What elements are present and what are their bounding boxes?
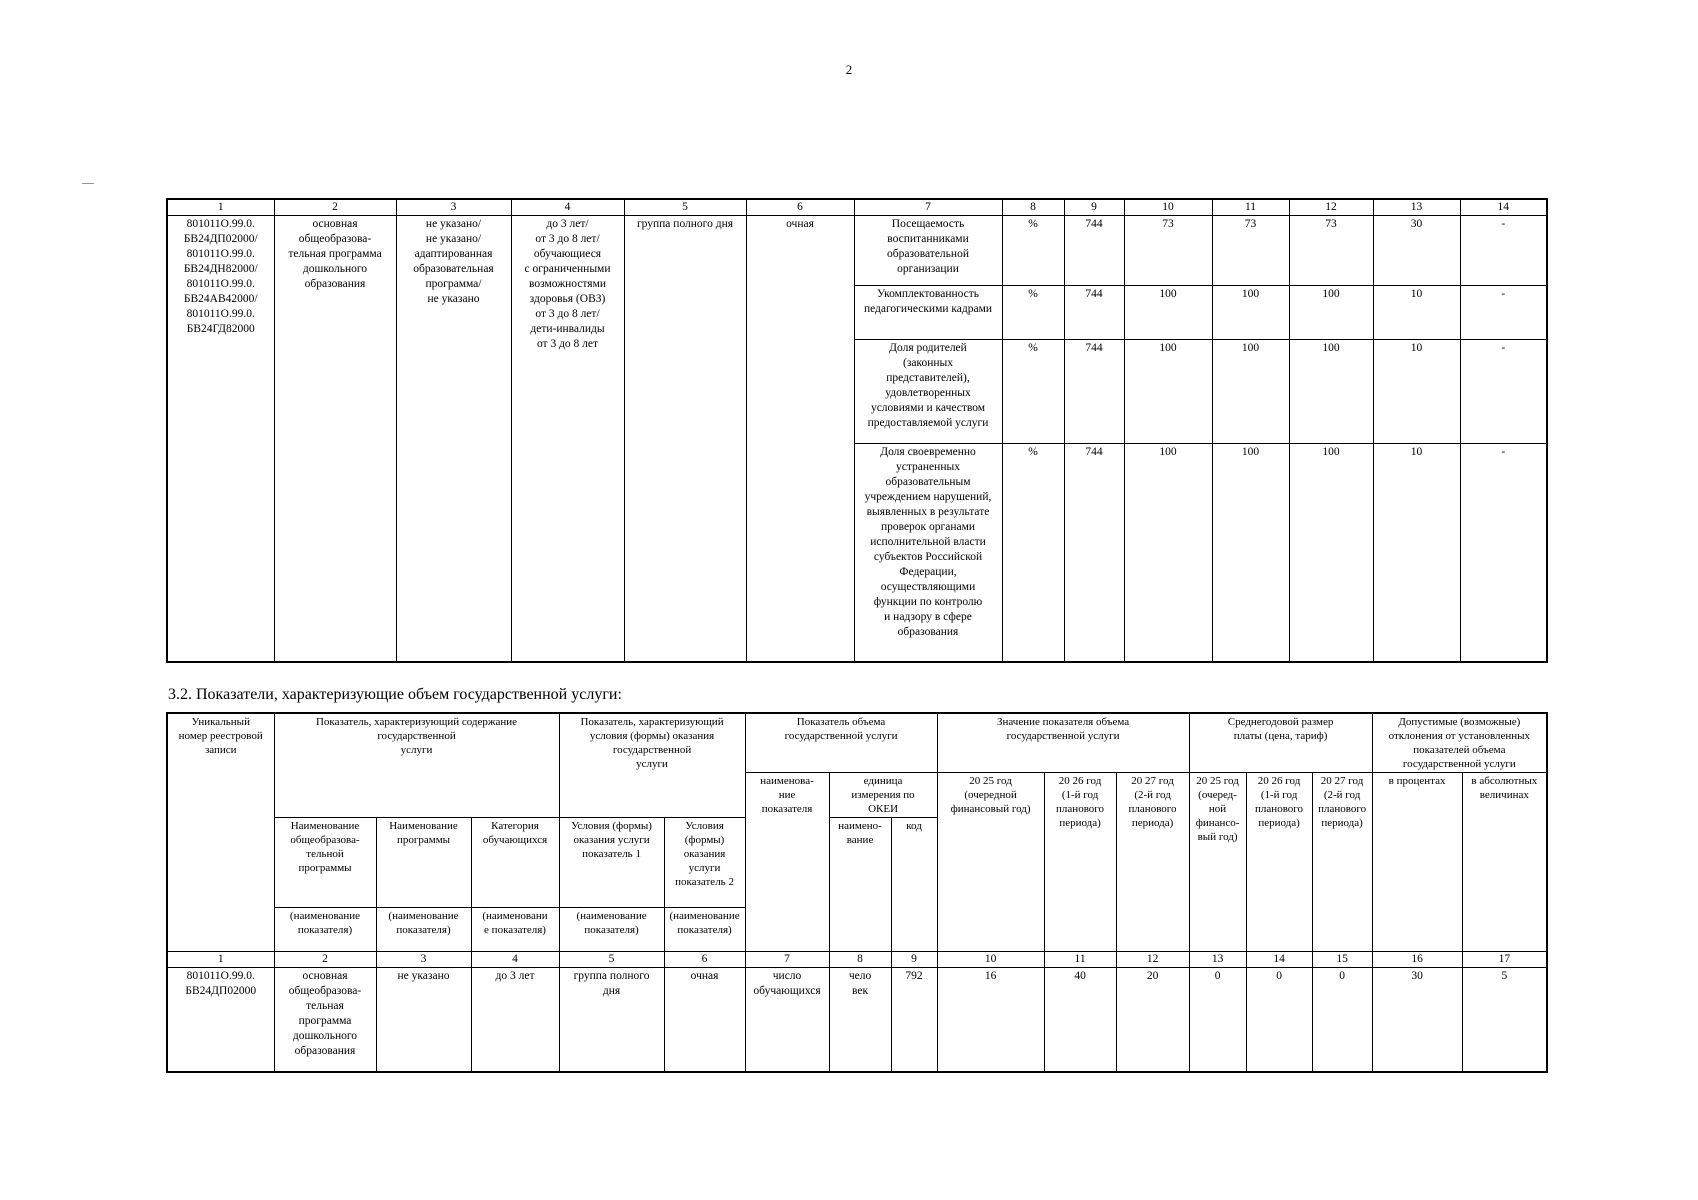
- indicator-line: исполнительной власти: [870, 536, 986, 548]
- indicator-line: функции по контролю: [873, 596, 983, 608]
- header-line: планового: [1255, 803, 1304, 815]
- deviation-percent-cell: 10: [1373, 340, 1460, 444]
- deviation-absolute-cell: -: [1460, 444, 1547, 662]
- note-line: (наименование: [576, 910, 647, 922]
- header-line: (2-й год: [1134, 789, 1171, 801]
- indicator-line: (законных: [902, 357, 953, 369]
- header-line: отклонения от установленных: [1388, 730, 1531, 742]
- indicator-name-cell: [745, 968, 829, 1072]
- column-number-cell: 14: [1246, 952, 1312, 968]
- header-line: номер реестровой: [178, 730, 263, 742]
- header-line: наименова-: [760, 775, 814, 787]
- value-2025-cell: 73: [1124, 216, 1212, 286]
- registry-line: БВ24ДП02000/: [183, 233, 258, 245]
- header-line: показателя: [761, 803, 813, 815]
- value-2026-cell: 40: [1044, 968, 1116, 1072]
- program-subheader: [274, 818, 376, 908]
- header-line: Категория: [491, 820, 539, 832]
- header-line: периода): [1321, 817, 1363, 829]
- page-number: 2: [845, 62, 853, 77]
- value-2026-header: [1044, 773, 1116, 952]
- section-title: 3.2. Показатели, характеризующие объем государственной услуги:: [168, 686, 622, 703]
- header-line: Условия (формы): [571, 820, 652, 832]
- registry-line: БВ24ДП02000: [185, 985, 257, 997]
- column-number-cell: 4: [471, 952, 559, 968]
- header-line: Условия: [685, 820, 724, 832]
- header-line: периода): [1059, 817, 1101, 829]
- note-line: (наименование: [669, 910, 740, 922]
- header-line: (очеред-: [1198, 789, 1237, 801]
- program-cell: [274, 968, 376, 1072]
- deviation-percent-cell: 10: [1373, 286, 1460, 340]
- value-2027-cell: 20: [1116, 968, 1189, 1072]
- indicator-line: осуществляющими: [880, 581, 976, 593]
- unit-cell: %: [1002, 216, 1064, 286]
- indicator-line: устраненных: [896, 461, 960, 473]
- column-number-cell: 9: [1064, 199, 1124, 216]
- condition-line: дня: [602, 985, 621, 997]
- registry-line: БВ24АВ42000/: [183, 293, 258, 305]
- scan-mark: [82, 183, 94, 184]
- value-2027-cell: 100: [1289, 286, 1373, 340]
- header-line: оказания услуги: [573, 834, 650, 846]
- header-line: периода): [1258, 817, 1300, 829]
- age-line: возможностями: [528, 278, 607, 290]
- note-line: показателя): [584, 924, 639, 936]
- indicator-line: Федерации,: [899, 566, 957, 578]
- column-number-cell: 16: [1372, 952, 1462, 968]
- condition-line: группа полного: [573, 970, 650, 982]
- indicator-line: условиями и качеством: [870, 402, 986, 414]
- header-line: 20 26 год: [1257, 775, 1301, 787]
- value-2027-cell: 73: [1289, 216, 1373, 286]
- indicator-line: Посещаемость: [891, 218, 965, 230]
- deviation-percent-cell: 10: [1373, 444, 1460, 662]
- header-line: показатель 2: [675, 876, 734, 888]
- volume-indicator-header: [745, 713, 937, 773]
- header-line: (очередной: [964, 789, 1017, 801]
- category-subheader: [471, 818, 559, 908]
- program-line: дошкольного: [302, 263, 368, 275]
- header-line: в абсолютных: [1471, 775, 1538, 787]
- header-line: обучающихся: [482, 834, 548, 846]
- header-line: показатель 1: [582, 848, 641, 860]
- header-line: ной: [1208, 803, 1227, 815]
- registry-line: БВ24ГД82000: [186, 323, 255, 335]
- value-2025-cell: 16: [937, 968, 1044, 1072]
- fee-2027-cell: 0: [1312, 968, 1372, 1072]
- header-line: государственной услуги: [1402, 758, 1516, 770]
- deviation-header: [1372, 713, 1547, 773]
- indicator-line: и надзору в сфере: [884, 611, 972, 623]
- header-line: планового: [1056, 803, 1105, 815]
- indicator-line: удовлетворенных: [885, 387, 971, 399]
- indicator-line: образовательным: [885, 476, 971, 488]
- header-line: общеобразова-: [290, 834, 360, 846]
- value-2026-cell: 100: [1212, 444, 1289, 662]
- column-number-cell: 6: [746, 199, 854, 216]
- category-cell: [396, 216, 511, 662]
- indicator-line: предоставляемой услуги: [867, 417, 989, 429]
- header-line: 20 27 год: [1131, 775, 1174, 787]
- deviation-absolute-cell: -: [1460, 286, 1547, 340]
- registry-line: 801011О.99.0.: [186, 970, 255, 982]
- column-number-cell: 13: [1189, 952, 1246, 968]
- header-line: наимено-: [838, 820, 882, 832]
- registry-line: БВ24ДН82000/: [183, 263, 258, 275]
- unit-line: век: [852, 985, 869, 997]
- program-line: основная: [312, 218, 358, 230]
- indicator-line: образовательной: [887, 248, 969, 260]
- header-line: Уникальный: [191, 716, 250, 728]
- age-cell: [511, 216, 624, 662]
- header-line: государственной: [377, 730, 456, 742]
- condition1-cell: [559, 968, 664, 1072]
- column-number-cell: 5: [624, 199, 746, 216]
- indicator-line: Укомплектованность: [876, 288, 980, 300]
- indicator-note: [664, 908, 745, 952]
- condition-cell: группа полного дня: [624, 216, 746, 662]
- column-number-cell: 4: [511, 199, 624, 216]
- table-row: [167, 968, 1547, 1072]
- column-number-cell: 15: [1312, 952, 1372, 968]
- program-line: общеобразова-: [298, 233, 372, 245]
- column-number-cell: 11: [1044, 952, 1116, 968]
- registry-line: 801011О.99.0.: [186, 278, 255, 290]
- header-line: записи: [204, 744, 237, 756]
- deviation-percent-header: в процентах: [1372, 773, 1462, 952]
- unique-number-header: [167, 713, 274, 952]
- deviation-absolute-header: [1462, 773, 1547, 952]
- fee-2027-header: [1312, 773, 1372, 952]
- header-line: 20 26 год: [1058, 775, 1102, 787]
- deviation-percent-cell: 30: [1373, 216, 1460, 286]
- indicator-line: образования: [897, 626, 959, 638]
- value-2025-cell: 100: [1124, 444, 1212, 662]
- category-line: образовательная: [413, 263, 494, 275]
- column-number-cell: 9: [891, 952, 937, 968]
- header-line: Показатель объема: [796, 716, 886, 728]
- column-number-cell: 1: [167, 952, 274, 968]
- header-line: Показатель, характеризующий: [580, 716, 724, 728]
- header-line: 20 25 год: [969, 775, 1012, 787]
- indicator-line: обучающихся: [753, 985, 821, 997]
- header-line: величинах: [1479, 789, 1529, 801]
- column-number-cell: 8: [1002, 199, 1064, 216]
- program-line: дошкольного: [292, 1030, 358, 1042]
- header-line: Наименование: [290, 820, 360, 832]
- indicator-line: представителей),: [886, 372, 970, 384]
- header-line: услуги: [688, 862, 721, 874]
- column-number-cell: 13: [1373, 199, 1460, 216]
- category-line: не указано: [427, 293, 480, 305]
- indicator-note: [376, 908, 471, 952]
- header-line: Наименование: [389, 820, 458, 832]
- header-line: вание: [846, 834, 874, 846]
- header-line: услуги: [400, 744, 433, 756]
- registry-line: 801011О.99.0.: [186, 248, 255, 260]
- header-line: (2-й год: [1323, 789, 1361, 801]
- column-number-cell: 3: [396, 199, 511, 216]
- indicator-name-header: [745, 773, 829, 952]
- indicator-line: субъектов Российской: [873, 551, 983, 563]
- header-line: Среднегодовой размер: [1227, 716, 1334, 728]
- column-number-cell: 5: [559, 952, 664, 968]
- header-line: вый год): [1197, 831, 1238, 843]
- header-line: программы: [396, 834, 451, 846]
- fee-2025-header: [1189, 773, 1246, 952]
- okei-cell: 744: [1064, 286, 1124, 340]
- indicator-line: проверок органами: [880, 521, 976, 533]
- header-line: (1-й год: [1260, 789, 1298, 801]
- indicator-note: [274, 908, 376, 952]
- column-numbers-row: [167, 199, 1547, 216]
- value-2026-cell: 100: [1212, 340, 1289, 444]
- indicator-line: Доля своевременно: [880, 446, 976, 458]
- column-number-cell: 7: [745, 952, 829, 968]
- category-line: программа/: [425, 278, 482, 290]
- indicator-line: выявленных в результате: [866, 506, 990, 518]
- unit-name-cell: [829, 968, 891, 1072]
- registry-line: 801011О.99.0.: [186, 308, 255, 320]
- header-line: услуги: [636, 758, 668, 770]
- okei-cell: 744: [1064, 444, 1124, 662]
- header-line: тельной: [306, 848, 344, 860]
- note-line: показателя): [396, 924, 451, 936]
- age-line: от 3 до 8 лет/: [535, 308, 600, 320]
- condition2-subheader: [664, 818, 745, 908]
- age-line: от 3 до 8 лет: [536, 338, 599, 350]
- column-number-cell: 1: [167, 199, 274, 216]
- header-line: 20 27 год: [1320, 775, 1364, 787]
- indicator-name-cell: [854, 286, 1002, 340]
- unit-name-subheader: [829, 818, 891, 952]
- registry-number-cell: [167, 216, 274, 662]
- value-2025-cell: 100: [1124, 286, 1212, 340]
- program-line: образования: [294, 1045, 356, 1057]
- header-line: финансо-: [1195, 817, 1240, 829]
- category-cell: до 3 лет: [471, 968, 559, 1072]
- program-line: основная: [302, 970, 348, 982]
- value-2026-cell: 73: [1212, 216, 1289, 286]
- okei-cell: 744: [1064, 216, 1124, 286]
- indicator-line: педагогическими кадрами: [863, 303, 993, 315]
- unit-header: [829, 773, 937, 818]
- unit-line: чело: [848, 970, 872, 982]
- column-number-cell: 10: [1124, 199, 1212, 216]
- volume-indicators-table: [166, 712, 1548, 1073]
- unit-code-cell: 792: [891, 968, 937, 1072]
- header-line: оказания: [683, 848, 726, 860]
- header-line: (формы): [684, 834, 725, 846]
- registry-line: 801011О.99.0.: [186, 218, 255, 230]
- header-line: единица: [863, 775, 903, 787]
- header-line: Допустимые (возможные): [1398, 716, 1521, 728]
- note-line: е показателя): [484, 924, 546, 936]
- program-line: программа: [298, 1015, 352, 1027]
- header-line: условия (формы) оказания: [589, 730, 715, 742]
- program-line: тельная программа: [288, 248, 382, 260]
- header-line: Значение показателя объема: [996, 716, 1130, 728]
- note-line: показателя): [297, 924, 353, 936]
- indicator-line: число: [772, 970, 802, 982]
- header-line: периода): [1131, 817, 1174, 829]
- condition1-subheader: [559, 818, 664, 908]
- program-line: общеобразова-: [288, 985, 362, 997]
- age-line: с ограниченными: [524, 263, 611, 275]
- header-line: показателей объема: [1413, 744, 1506, 756]
- value-2025-cell: 100: [1124, 340, 1212, 444]
- deviation-absolute-cell: -: [1460, 340, 1547, 444]
- column-number-cell: 8: [829, 952, 891, 968]
- indicator-note: [471, 908, 559, 952]
- header-row: [167, 713, 1547, 773]
- fee-header: [1189, 713, 1372, 773]
- fee-2025-cell: 0: [1189, 968, 1246, 1072]
- unit-code-subheader: код: [891, 818, 937, 952]
- conditions-indicator-header: [559, 713, 745, 818]
- age-line: до 3 лет/: [546, 218, 589, 230]
- table-row: [167, 216, 1547, 286]
- program-name-subheader: [376, 818, 471, 908]
- indicator-note: [559, 908, 664, 952]
- unit-cell: %: [1002, 340, 1064, 444]
- column-number-cell: 3: [376, 952, 471, 968]
- indicator-line: организации: [897, 263, 959, 275]
- fee-2026-cell: 0: [1246, 968, 1312, 1072]
- header-line: планового: [1128, 803, 1177, 815]
- deviation-absolute-cell: -: [1460, 216, 1547, 286]
- age-line: дети-инвалиды: [530, 323, 605, 335]
- form-cell: очная: [746, 216, 854, 662]
- value-2027-cell: 100: [1289, 340, 1373, 444]
- age-line: от 3 до 8 лет/: [535, 233, 600, 245]
- header-line: ОКЕИ: [868, 803, 899, 815]
- indicator-line: учреждением нарушений,: [864, 491, 992, 503]
- condition2-cell: очная: [664, 968, 745, 1072]
- header-line: платы (цена, тариф): [1233, 730, 1328, 742]
- column-number-cell: 17: [1462, 952, 1547, 968]
- note-line: (наименование: [388, 910, 459, 922]
- header-line: 20 25 год: [1196, 775, 1239, 787]
- indicator-name-cell: [854, 340, 1002, 444]
- program-line: тельная: [306, 1000, 344, 1012]
- deviation-absolute-cell: 5: [1462, 968, 1547, 1072]
- header-line: планового: [1318, 803, 1367, 815]
- category-line: адаптированная: [414, 248, 493, 260]
- column-number-cell: 12: [1116, 952, 1189, 968]
- column-number-cell: 14: [1460, 199, 1547, 216]
- registry-number-cell: [167, 968, 274, 1072]
- indicator-name-cell: [854, 216, 1002, 286]
- category-line: не указано/: [425, 218, 482, 230]
- indicator-line: Доля родителей: [889, 342, 967, 354]
- note-line: (наименовани: [482, 910, 548, 922]
- value-2027-header: [1116, 773, 1189, 952]
- program-name-cell: не указано: [376, 968, 471, 1072]
- fee-2026-header: [1246, 773, 1312, 952]
- column-number-cell: 11: [1212, 199, 1289, 216]
- note-line: показателя): [677, 924, 732, 936]
- column-number-cell: 2: [274, 199, 396, 216]
- column-number-cell: 6: [664, 952, 745, 968]
- quality-indicators-table: [166, 198, 1548, 663]
- header-line: программы: [298, 862, 352, 874]
- header-line: ние: [778, 789, 796, 801]
- header-line: Показатель, характеризующий содержание: [315, 716, 518, 728]
- value-2026-cell: 100: [1212, 286, 1289, 340]
- age-line: обучающиеся: [533, 248, 602, 260]
- column-number-cell: 10: [937, 952, 1044, 968]
- unit-cell: %: [1002, 286, 1064, 340]
- header-line: государственной услуги: [1006, 730, 1120, 742]
- category-line: не указано/: [425, 233, 482, 245]
- indicator-line: воспитанниками: [887, 233, 969, 245]
- okei-cell: 744: [1064, 340, 1124, 444]
- unit-cell: %: [1002, 444, 1064, 662]
- indicator-name-cell: [854, 444, 1002, 662]
- value-2027-cell: 100: [1289, 444, 1373, 662]
- program-line: образования: [304, 278, 366, 290]
- column-number-cell: 7: [854, 199, 1002, 216]
- column-numbers-row: [167, 952, 1547, 968]
- deviation-percent-cell: 30: [1372, 968, 1462, 1072]
- header-line: государственной: [612, 744, 692, 756]
- header-line: (1-й год: [1061, 789, 1099, 801]
- column-number-cell: 2: [274, 952, 376, 968]
- age-line: здоровья (ОВЗ): [529, 293, 606, 305]
- content-indicator-header: [274, 713, 559, 818]
- header-line: финансовый год): [950, 803, 1031, 815]
- volume-value-header: [937, 713, 1189, 773]
- header-line: государственной услуги: [784, 730, 898, 742]
- column-number-cell: 12: [1289, 199, 1373, 216]
- note-line: (наименование: [289, 910, 361, 922]
- program-cell: [274, 216, 396, 662]
- header-line: измерения по: [851, 789, 915, 801]
- value-2025-header: [937, 773, 1044, 952]
